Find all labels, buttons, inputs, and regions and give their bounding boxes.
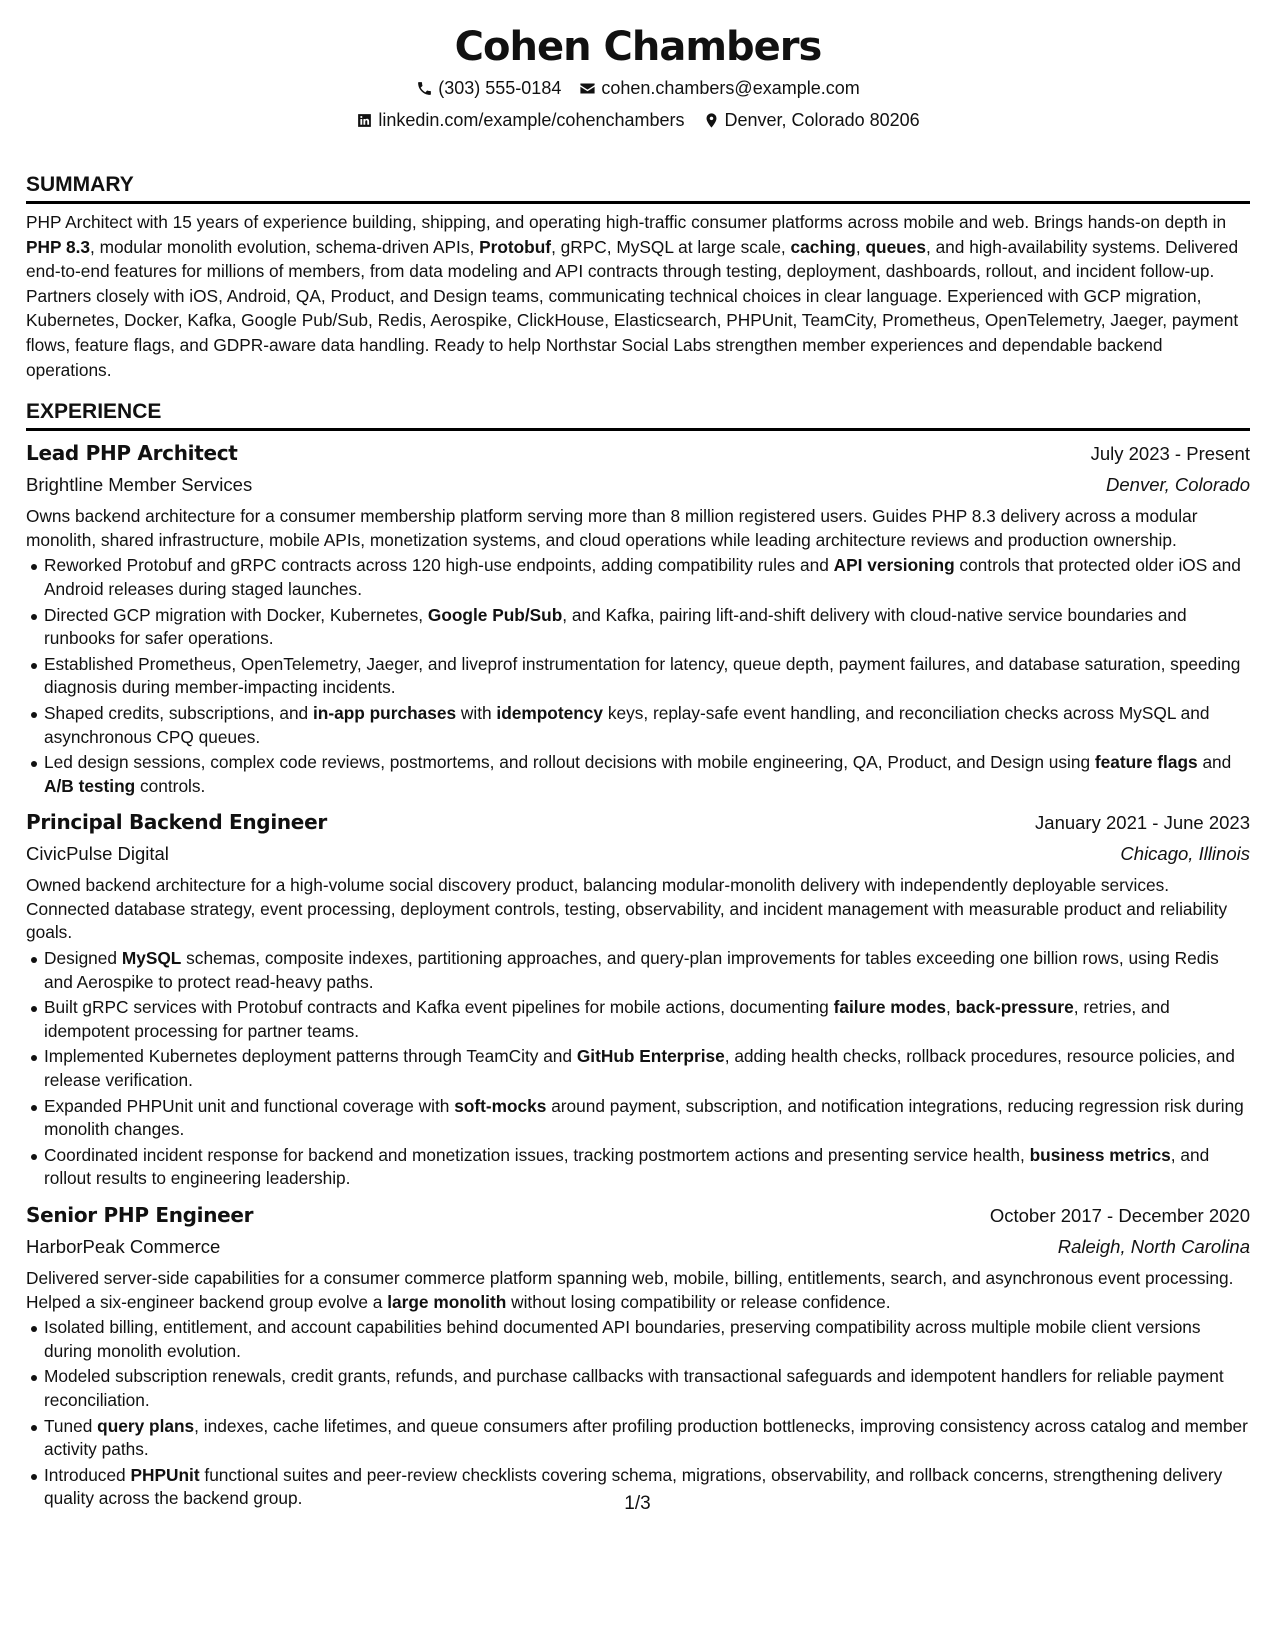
emphasis-text: queues bbox=[865, 236, 926, 257]
text-segment: functional suites and peer-review checklists covering schema, migrations, observability, and rollback concerns, strengthening delivery quality across the backend group. bbox=[44, 1464, 1223, 1509]
experience-heading: EXPERIENCE bbox=[26, 399, 1250, 431]
bullet-item bbox=[44, 653, 1250, 700]
text-segment: Implemented Kubernetes deployment patterns through TeamCity and bbox=[44, 1046, 577, 1067]
emphasis-text: back-pressure bbox=[955, 997, 1074, 1018]
text-segment: Led design sessions, complex code reviews, postmortems, and rollout decisions with mobile engineering, QA, Product, and Design using bbox=[44, 752, 1095, 773]
emphasis-text: PHP 8.3 bbox=[26, 236, 91, 257]
job-dates: January 2021 - June 2023 bbox=[1035, 812, 1250, 834]
emphasis-text: API versioning bbox=[833, 555, 955, 576]
emphasis-text: large monolith bbox=[387, 1291, 507, 1312]
bullet-item bbox=[44, 702, 1250, 749]
summary-heading: SUMMARY bbox=[26, 172, 1250, 204]
email-contact[interactable] bbox=[579, 76, 859, 100]
bullet-item bbox=[44, 1144, 1250, 1191]
text-segment: Expanded PHPUnit unit and functional coverage with bbox=[44, 1095, 455, 1116]
job-bullets bbox=[26, 1316, 1250, 1511]
text-segment: Designed bbox=[44, 948, 122, 969]
text-segment: Isolated billing, entitlement, and account capabilities behind documented API boundaries, preserving compatibility across multiple mobile client versions during monolith evolution. bbox=[44, 1317, 1201, 1361]
summary-text bbox=[26, 210, 1250, 382]
text-segment: Delivered server-side capabilities for a consumer commerce platform spanning web, mobile, billing, entitlements, search, and asynchronous event processing. Helped a six-engineer backend group evolve a bbox=[26, 1268, 1234, 1312]
text-segment: Built gRPC services with Protobuf contracts and Kafka event pipelines for mobile actions, documenting bbox=[44, 997, 834, 1018]
text-segment: and bbox=[1197, 752, 1232, 773]
emphasis-text: business metrics bbox=[1029, 1144, 1171, 1165]
text-segment: Established Prometheus, OpenTelemetry, Jaeger, and liveprof instrumentation for latency, queue depth, payment failures, and database saturation, speeding diagnosis during member-impacting incidents. bbox=[44, 653, 1241, 698]
resume-page bbox=[26, 0, 1250, 1511]
job-title: Lead PHP Architect bbox=[26, 441, 238, 466]
job-title: Principal Backend Engineer bbox=[26, 810, 327, 835]
text-segment: with bbox=[456, 702, 497, 723]
bullet-item bbox=[44, 554, 1250, 601]
text-segment: , and rollout results to engineering leadership. bbox=[44, 1144, 1210, 1189]
text-segment: controls. bbox=[135, 775, 206, 796]
bullet-item bbox=[44, 947, 1250, 994]
text-segment: Tuned bbox=[44, 1415, 98, 1436]
job-description: Owns backend architecture for a consumer membership platform serving more than 8 million registered users. Guides PHP 8.3 delivery across a modular monolith, shared infrastructure, mobile APIs, monetization systems, and cloud operations while leading architecture reviews and production ownership. bbox=[26, 506, 1198, 550]
contact-row-secondary bbox=[26, 108, 1250, 132]
job-company: Brightline Member Services bbox=[26, 474, 253, 496]
emphasis-text: failure modes bbox=[833, 997, 946, 1018]
text-segment: controls that protected older iOS and Android releases during staged launches. bbox=[44, 555, 1241, 599]
bullet-item bbox=[44, 996, 1250, 1043]
bullet-item bbox=[44, 604, 1250, 651]
candidate-name: Cohen Chambers bbox=[454, 24, 822, 70]
emphasis-text: in-app purchases bbox=[312, 702, 457, 723]
emphasis-text: GitHub Enterprise bbox=[576, 1046, 725, 1067]
job-dates: July 2023 - Present bbox=[1090, 443, 1250, 465]
text-segment: , retries, and idempotent processing for partner teams. bbox=[44, 997, 1170, 1041]
text-segment: schemas, composite indexes, partitioning approaches, and query-plan improvements for tables exceeding one billion rows, using Redis and Aerospike to protect read-heavy paths. bbox=[44, 948, 1219, 992]
bullet-item bbox=[44, 1365, 1250, 1412]
map-pin-icon bbox=[703, 112, 720, 129]
job-entry bbox=[26, 808, 1250, 1191]
emphasis-text: query plans bbox=[97, 1415, 195, 1436]
bullet-item bbox=[44, 1045, 1250, 1092]
job-bullets bbox=[26, 554, 1250, 798]
job-description: Owned backend architecture for a high-volume social discovery product, balancing modular-monolith delivery with independently deployable services. Connected database strategy, event processing, deployment controls, testing, observability, and incident management with measurable product and reliability goals. bbox=[26, 875, 1228, 943]
emphasis-text: PHPUnit bbox=[130, 1464, 200, 1485]
envelope-icon bbox=[579, 80, 596, 97]
text-segment: , bbox=[945, 997, 956, 1018]
text-segment: keys, replay-safe event handling, and reconciliation checks across MySQL and asynchronous CPQ queues. bbox=[44, 702, 1210, 747]
phone-contact bbox=[416, 76, 561, 100]
emphasis-text: soft-mocks bbox=[454, 1095, 547, 1116]
text-segment: , modular monolith evolution, schema-driven APIs, bbox=[90, 236, 480, 257]
job-bullets bbox=[26, 947, 1250, 1191]
job-location: Chicago, Illinois bbox=[1120, 843, 1250, 865]
bullet-item bbox=[44, 1415, 1250, 1462]
linkedin-icon bbox=[356, 112, 373, 129]
bullet-item bbox=[44, 1316, 1250, 1363]
phone-number: (303) 555-0184 bbox=[438, 78, 562, 98]
summary-section bbox=[26, 172, 1250, 382]
bullet-item bbox=[44, 751, 1250, 798]
email-address: cohen.chambers@example.com bbox=[601, 78, 860, 98]
job-company: CivicPulse Digital bbox=[26, 843, 169, 865]
emphasis-text: Protobuf bbox=[479, 236, 552, 257]
text-segment: , and high-availability systems. Delivered end-to-end features for millions of members, from data modeling and API contracts through testing, deployment, dashboards, rollout, and incident follow-up. Partners closely with iOS, Android, QA, Product, and Design teams, communicating technical choices in clear language. Experienced with GCP migration, Kubernetes, Docker, Kafka, Google Pub/Sub, Redis, Aerospike, ClickHouse, Elasticsearch, PHPUnit, TeamCity, Prometheus, OpenTelemetry, Jaeger, payment flows, feature flags, and GDPR-aware data handling. Ready to help Northstar Social Labs strengthen member experiences and dependable backend operations. bbox=[26, 236, 1239, 380]
text-segment: Introduced bbox=[44, 1464, 131, 1485]
text-segment: Reworked Protobuf and gRPC contracts across 120 high-use endpoints, adding compatibility rules and bbox=[44, 555, 834, 576]
emphasis-text: A/B testing bbox=[44, 775, 136, 796]
emphasis-text: caching bbox=[790, 236, 856, 257]
job-title: Senior PHP Engineer bbox=[26, 1203, 254, 1227]
job-location: Denver, Colorado bbox=[1106, 474, 1250, 496]
text-segment: around payment, subscription, and notification integrations, reducing regression risk during monolith changes. bbox=[44, 1095, 1244, 1140]
linkedin-url: linkedin.com/example/cohenchambers bbox=[378, 110, 685, 130]
text-segment: , bbox=[855, 236, 866, 257]
text-segment: PHP Architect with 15 years of experience building, shipping, and operating high-traffic consumer platforms across mobile and web. Brings hands-on depth in bbox=[26, 212, 1227, 232]
text-segment: Modeled subscription renewals, credit grants, refunds, and purchase callbacks with transactional safeguards and idempotent handlers for reliable payment reconciliation. bbox=[44, 1366, 1224, 1410]
contact-row-primary bbox=[26, 76, 1250, 100]
text-segment: , gRPC, MySQL at large scale, bbox=[551, 236, 791, 257]
location-contact bbox=[703, 108, 920, 132]
job-location: Raleigh, North Carolina bbox=[1057, 1236, 1250, 1257]
phone-icon bbox=[416, 80, 433, 97]
linkedin-contact[interactable] bbox=[356, 108, 684, 132]
bullet-item bbox=[44, 1095, 1250, 1142]
text-segment: Coordinated incident response for backend and monetization issues, tracking postmortem actions and presenting service health, bbox=[44, 1144, 1030, 1165]
text-segment: , adding health checks, rollback procedures, resource policies, and release verification. bbox=[44, 1046, 1235, 1091]
emphasis-text: idempotency bbox=[496, 702, 604, 723]
job-company: HarborPeak Commerce bbox=[26, 1236, 221, 1257]
location-text: Denver, Colorado 80206 bbox=[724, 110, 920, 130]
text-segment: Directed GCP migration with Docker, Kubernetes, bbox=[44, 604, 428, 625]
emphasis-text: feature flags bbox=[1094, 752, 1198, 773]
emphasis-text: Google Pub/Sub bbox=[427, 604, 563, 625]
emphasis-text: MySQL bbox=[121, 948, 182, 969]
page-number: 1/3 bbox=[624, 1493, 651, 1514]
job-description bbox=[26, 1267, 1250, 1314]
text-segment: without losing compatibility or release confidence. bbox=[506, 1291, 891, 1312]
job-entry bbox=[26, 1201, 1250, 1511]
job-dates: October 2017 - December 2020 bbox=[989, 1205, 1250, 1226]
text-segment: Shaped credits, subscriptions, and bbox=[44, 702, 313, 723]
text-segment: , and Kafka, pairing lift-and-shift delivery with cloud-native service boundaries and runbooks for safer operations. bbox=[44, 604, 1187, 649]
experience-section bbox=[26, 399, 1250, 1511]
text-segment: , indexes, cache lifetimes, and queue consumers after profiling production bottlenecks, improving consistency across catalog and member activity paths. bbox=[44, 1415, 1248, 1460]
job-entry bbox=[26, 439, 1250, 798]
